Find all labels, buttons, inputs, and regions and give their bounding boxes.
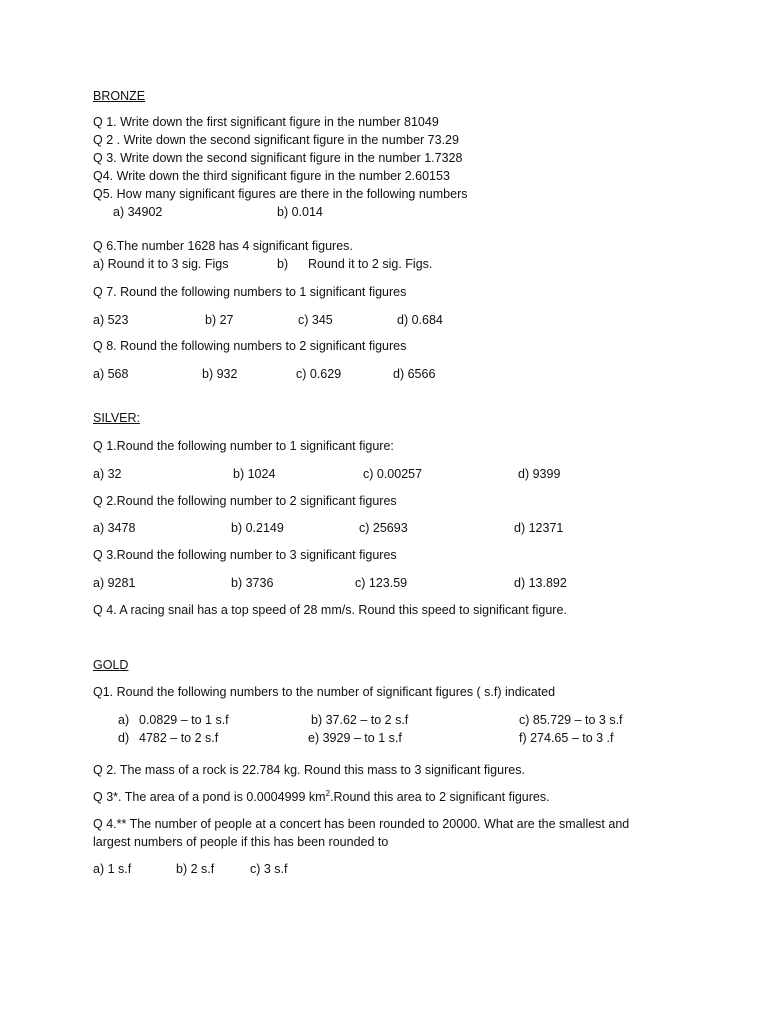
bronze-q6-part-b-label: b) [277, 257, 289, 271]
silver-heading: SILVER: [93, 411, 141, 425]
gold-q3-text-start: Q 3*. The area of a pond is 0.0004999 km [93, 790, 326, 804]
bronze-q6: Q 6.The number 1628 has 4 significant figures. [93, 239, 353, 253]
bronze-q3: Q 3. Write down the second significant figure in the number 1.7328 [93, 151, 463, 165]
gold-q4-line2: largest numbers of people if this has been rounded to [93, 835, 389, 849]
bronze-q2: Q 2 . Write down the second significant figure in the number 73.29 [93, 133, 459, 147]
gold-q1-part-b: b) 37.62 – to 2 s.f [311, 713, 409, 727]
silver-q1-part-b: b) 1024 [233, 467, 276, 481]
silver-q3-part-c: c) 123.59 [355, 576, 408, 590]
silver-q3-part-a: a) 9281 [93, 576, 136, 590]
gold-q1-part-a-text: 0.0829 – to 1 s.f [139, 713, 229, 727]
gold-q1-part-f: f) 274.65 – to 3 .f [519, 731, 614, 745]
silver-q3-part-d: d) 13.892 [514, 576, 567, 590]
silver-q1: Q 1.Round the following number to 1 significant figure: [93, 439, 394, 453]
bronze-q8-part-c: c) 0.629 [296, 367, 342, 381]
gold-q1-part-c: c) 85.729 – to 3 s.f [519, 713, 623, 727]
bronze-q8: Q 8. Round the following numbers to 2 significant figures [93, 339, 407, 353]
bronze-q7-part-a: a) 523 [93, 313, 129, 327]
silver-q2-part-b: b) 0.2149 [231, 521, 284, 535]
gold-q1-part-d-label: d) [118, 731, 130, 745]
silver-q2-part-d: d) 12371 [514, 521, 564, 535]
silver-q3-part-b: b) 3736 [231, 576, 274, 590]
bronze-q7: Q 7. Round the following numbers to 1 significant figures [93, 285, 407, 299]
gold-q3-superscript: 2 [325, 788, 331, 798]
bronze-q4: Q4. Write down the third significant figure in the number 2.60153 [93, 169, 450, 183]
silver-q1-part-d: d) 9399 [518, 467, 561, 481]
gold-q4-part-c: c) 3 s.f [250, 862, 288, 876]
gold-q4-part-a: a) 1 s.f [93, 862, 132, 876]
gold-q4-part-b: b) 2 s.f [176, 862, 215, 876]
bronze-q7-part-c: c) 345 [298, 313, 333, 327]
bronze-q7-part-d: d) 0.684 [397, 313, 443, 327]
silver-q1-part-a: a) 32 [93, 467, 122, 481]
bronze-q8-part-a: a) 568 [93, 367, 129, 381]
silver-q4: Q 4. A racing snail has a top speed of 28 mm/s. Round this speed to significant figure. [93, 603, 567, 617]
bronze-q6-part-b-text: Round it to 2 sig. Figs. [308, 257, 433, 271]
bronze-q1: Q 1. Write down the first significant figure in the number 81049 [93, 115, 439, 129]
silver-q3: Q 3.Round the following number to 3 significant figures [93, 548, 397, 562]
gold-q2: Q 2. The mass of a rock is 22.784 kg. Round this mass to 3 significant figures. [93, 763, 525, 777]
bronze-q5: Q5. How many significant figures are there in the following numbers [93, 187, 468, 201]
bronze-q6-part-a: a) Round it to 3 sig. Figs [93, 257, 229, 271]
gold-q1-part-e: e) 3929 – to 1 s.f [308, 731, 402, 745]
gold-q1-part-a-label: a) [118, 713, 130, 727]
gold-q1-part-d-text: 4782 – to 2 s.f [139, 731, 219, 745]
gold-q4-line1: Q 4.** The number of people at a concert has been rounded to 20000. What are the smallest and [93, 817, 630, 831]
silver-q1-part-c: c) 0.00257 [363, 467, 423, 481]
silver-q2-part-c: c) 25693 [359, 521, 408, 535]
gold-q3 [93, 789, 550, 805]
silver-q2: Q 2.Round the following number to 2 significant figures [93, 494, 397, 508]
bronze-q8-part-d: d) 6566 [393, 367, 436, 381]
gold-q3-text-end: .Round this area to 2 significant figures. [330, 790, 550, 804]
bronze-q5-part-b: b) 0.014 [277, 205, 323, 219]
silver-q2-part-a: a) 3478 [93, 521, 136, 535]
gold-heading: GOLD [93, 658, 129, 672]
bronze-q8-part-b: b) 932 [202, 367, 238, 381]
bronze-q7-part-b: b) 27 [205, 313, 234, 327]
gold-q1: Q1. Round the following numbers to the number of significant figures ( s.f) indicated [93, 685, 556, 699]
bronze-q5-part-a: a) 34902 [113, 205, 163, 219]
bronze-heading: BRONZE [93, 89, 146, 103]
